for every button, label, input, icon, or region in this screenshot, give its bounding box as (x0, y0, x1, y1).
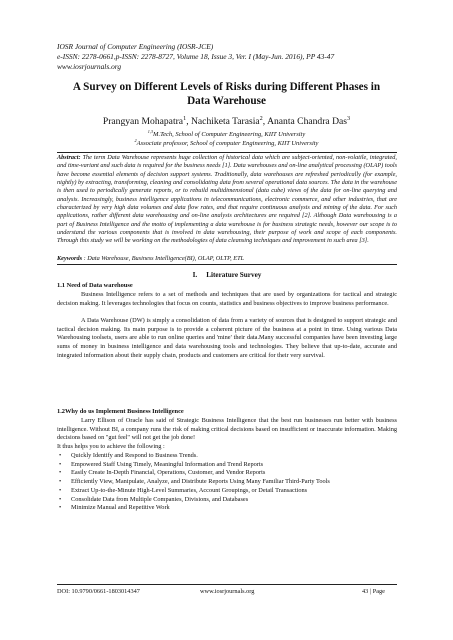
journal-header (57, 42, 334, 72)
paragraph-ellison (57, 417, 397, 443)
footer-site[interactable]: www.iosrjournals.org (200, 588, 255, 595)
affiliations (40, 130, 413, 148)
list-item: • Consolidate Data from Multiple Companies, Divisions, and Databases (57, 496, 397, 505)
paragraph-bi-text: Business Intelligence refers to a set of methods and techniques that are used by organizations for tactical and strategic decision making. It leverages technologies that focus on counts, statistics and business objectives to improve business performance. (57, 291, 397, 307)
author-list (40, 116, 413, 127)
journal-issn: e-ISSN: 2278-0661,p-ISSN: 2278-8727, Volume 18, Issue 3, Ver. I (May-Jun. 2016), PP 43-47 (57, 52, 335, 61)
benefits-list (57, 452, 397, 513)
paragraph-achieve: It thus helps you to achieve the following : (57, 443, 165, 450)
abstract (57, 154, 397, 246)
keywords-text: : Data Warehouse, Business Intelligence(BI), OLAP, OLTP, ETL (82, 255, 245, 262)
paragraph-dw-text: A Data Warehouse (DW) is simply a consolidation of data from a variety of sources that is designed to support strategic and tactical decision making. Its main purpose is to provide a coherent picture of the business at a point in time. Using various Data Warehousing toolsets, users are able to run online queries and 'mine' their data.Many successful companies have been investing large sums of money in business intelligence and data warehousing tools and technologies. They believe that up-to-date, accurate and integrated information about their supply chain, products and customers are critical for their very survival. (57, 317, 397, 359)
list-item: • Efficiently View, Manipulate, Analyze, and Distribute Reports Using Many Familiar Third-Party Tools (57, 478, 397, 487)
affiliation-2-sup: 2 (134, 137, 137, 143)
paper-title (40, 80, 413, 108)
affiliation-1 (40, 130, 413, 139)
author-1: Prangyan Mohapatra (102, 116, 184, 127)
abstract-label: Abstract: (57, 154, 81, 161)
list-item: • Empowered Staff Using Timely, Meaningful Information and Trend Reports (57, 461, 397, 470)
subsection-1-2-title: 1.2Why do us Implement Business Intelligence (57, 408, 184, 415)
list-item: • Extract Up-to-the-Minute High-Level Summaries, Account Groupings, or Detail Transactions (57, 487, 397, 496)
author-1-sup: 1 (183, 114, 187, 122)
paragraph-dw (57, 317, 397, 361)
list-item: • Quickly Identify and Respond to Business Trends. (57, 452, 397, 461)
list-item: • Minimize Manual and Repetitive Work (57, 504, 397, 513)
author-3-sup: 3 (347, 114, 351, 122)
subsection-1-1-title: 1.1 Need of Data warehouse (57, 282, 133, 289)
author-2: , Nachiketa Tarasia (186, 116, 260, 127)
abstract-top-rule (57, 152, 397, 153)
abstract-text: The term Data Warehouse represents huge collection of historical data which are subject-oriented, non-volatile, integrated, and time-variant and such data is required for the business needs [1]. Data warehouses and on-line analytical processing (OLAP) tools have become essential elements of decision support systems. Traditionally, data warehouses are refreshed periodically (for example, nightly) by extracting, transforming, cleaning and consolidating data from several operational data sources. The data in the warehouse is then used to periodically generate reports, or to rebuild multidimensional (data cube) views of the data for on-line querying and analysis. Increasingly, business intelligence applications in telecommunications, electronic commerce, and other industries, that are characterized by very high data volumes and data flow rates, and that require continuous analysis and mining of the data. For such applications, rather different data warehousing and on-line analysis architectures are required [2]. Although Data warehousing is a part of Business Intelligence and the motto of implementing a data warehouse is for business strategic needs, however our scope is to understand the various components that is involved in data warehousing, their purpose of work and scope of each components. Through this study we will be working on the methodologies of data cleansing techniques and improvement in such area [3]. (57, 154, 397, 245)
paragraph-bi (57, 291, 397, 308)
affiliation-1-sup: 1,3 (147, 128, 154, 134)
journal-name: IOSR Journal of Computer Engineering (IOSR-JCE) (57, 42, 214, 51)
keywords-label: Keywords (57, 255, 82, 262)
list-item: • Easily Create In-Depth Financial, Operations, Customer, and Vendor Reports (57, 469, 397, 478)
footer-rule (57, 584, 397, 585)
affiliation-2-text: Associate professor, School of computer Engineering, KIIT University (136, 140, 319, 147)
affiliation-2 (40, 139, 413, 148)
affiliation-1-text: M.Tech, School of Computer Engineering, KIIT University (153, 131, 306, 138)
author-2-sup: 2 (259, 114, 263, 122)
section-title: Literature Survey (206, 271, 262, 279)
footer-page-number: 43 | Page (362, 588, 385, 595)
title-line-2: Data Warehouse (187, 95, 266, 107)
journal-site[interactable]: www.iosrjournals.org (57, 62, 122, 71)
section-heading (57, 271, 397, 279)
author-3: , Ananta Chandra Das (262, 116, 347, 127)
keywords (57, 255, 397, 262)
section-number: I. (192, 271, 198, 279)
title-line-1: A Survey on Different Levels of Risks during Different Phases in (72, 81, 381, 93)
footer-doi: DOI: 10.9790/0661-1803014347 (57, 588, 140, 595)
abstract-bottom-rule (57, 264, 397, 265)
paragraph-ellison-text: Larry Ellison of Oracle has said of Strategic Business Intelligence that the best run businesses run better with business intelligence. Without BI, a company runs the risk of making critical decisions based on insufficient or inaccurate information. Making decisions based on "gut feel" will not get the job done! (57, 417, 397, 442)
